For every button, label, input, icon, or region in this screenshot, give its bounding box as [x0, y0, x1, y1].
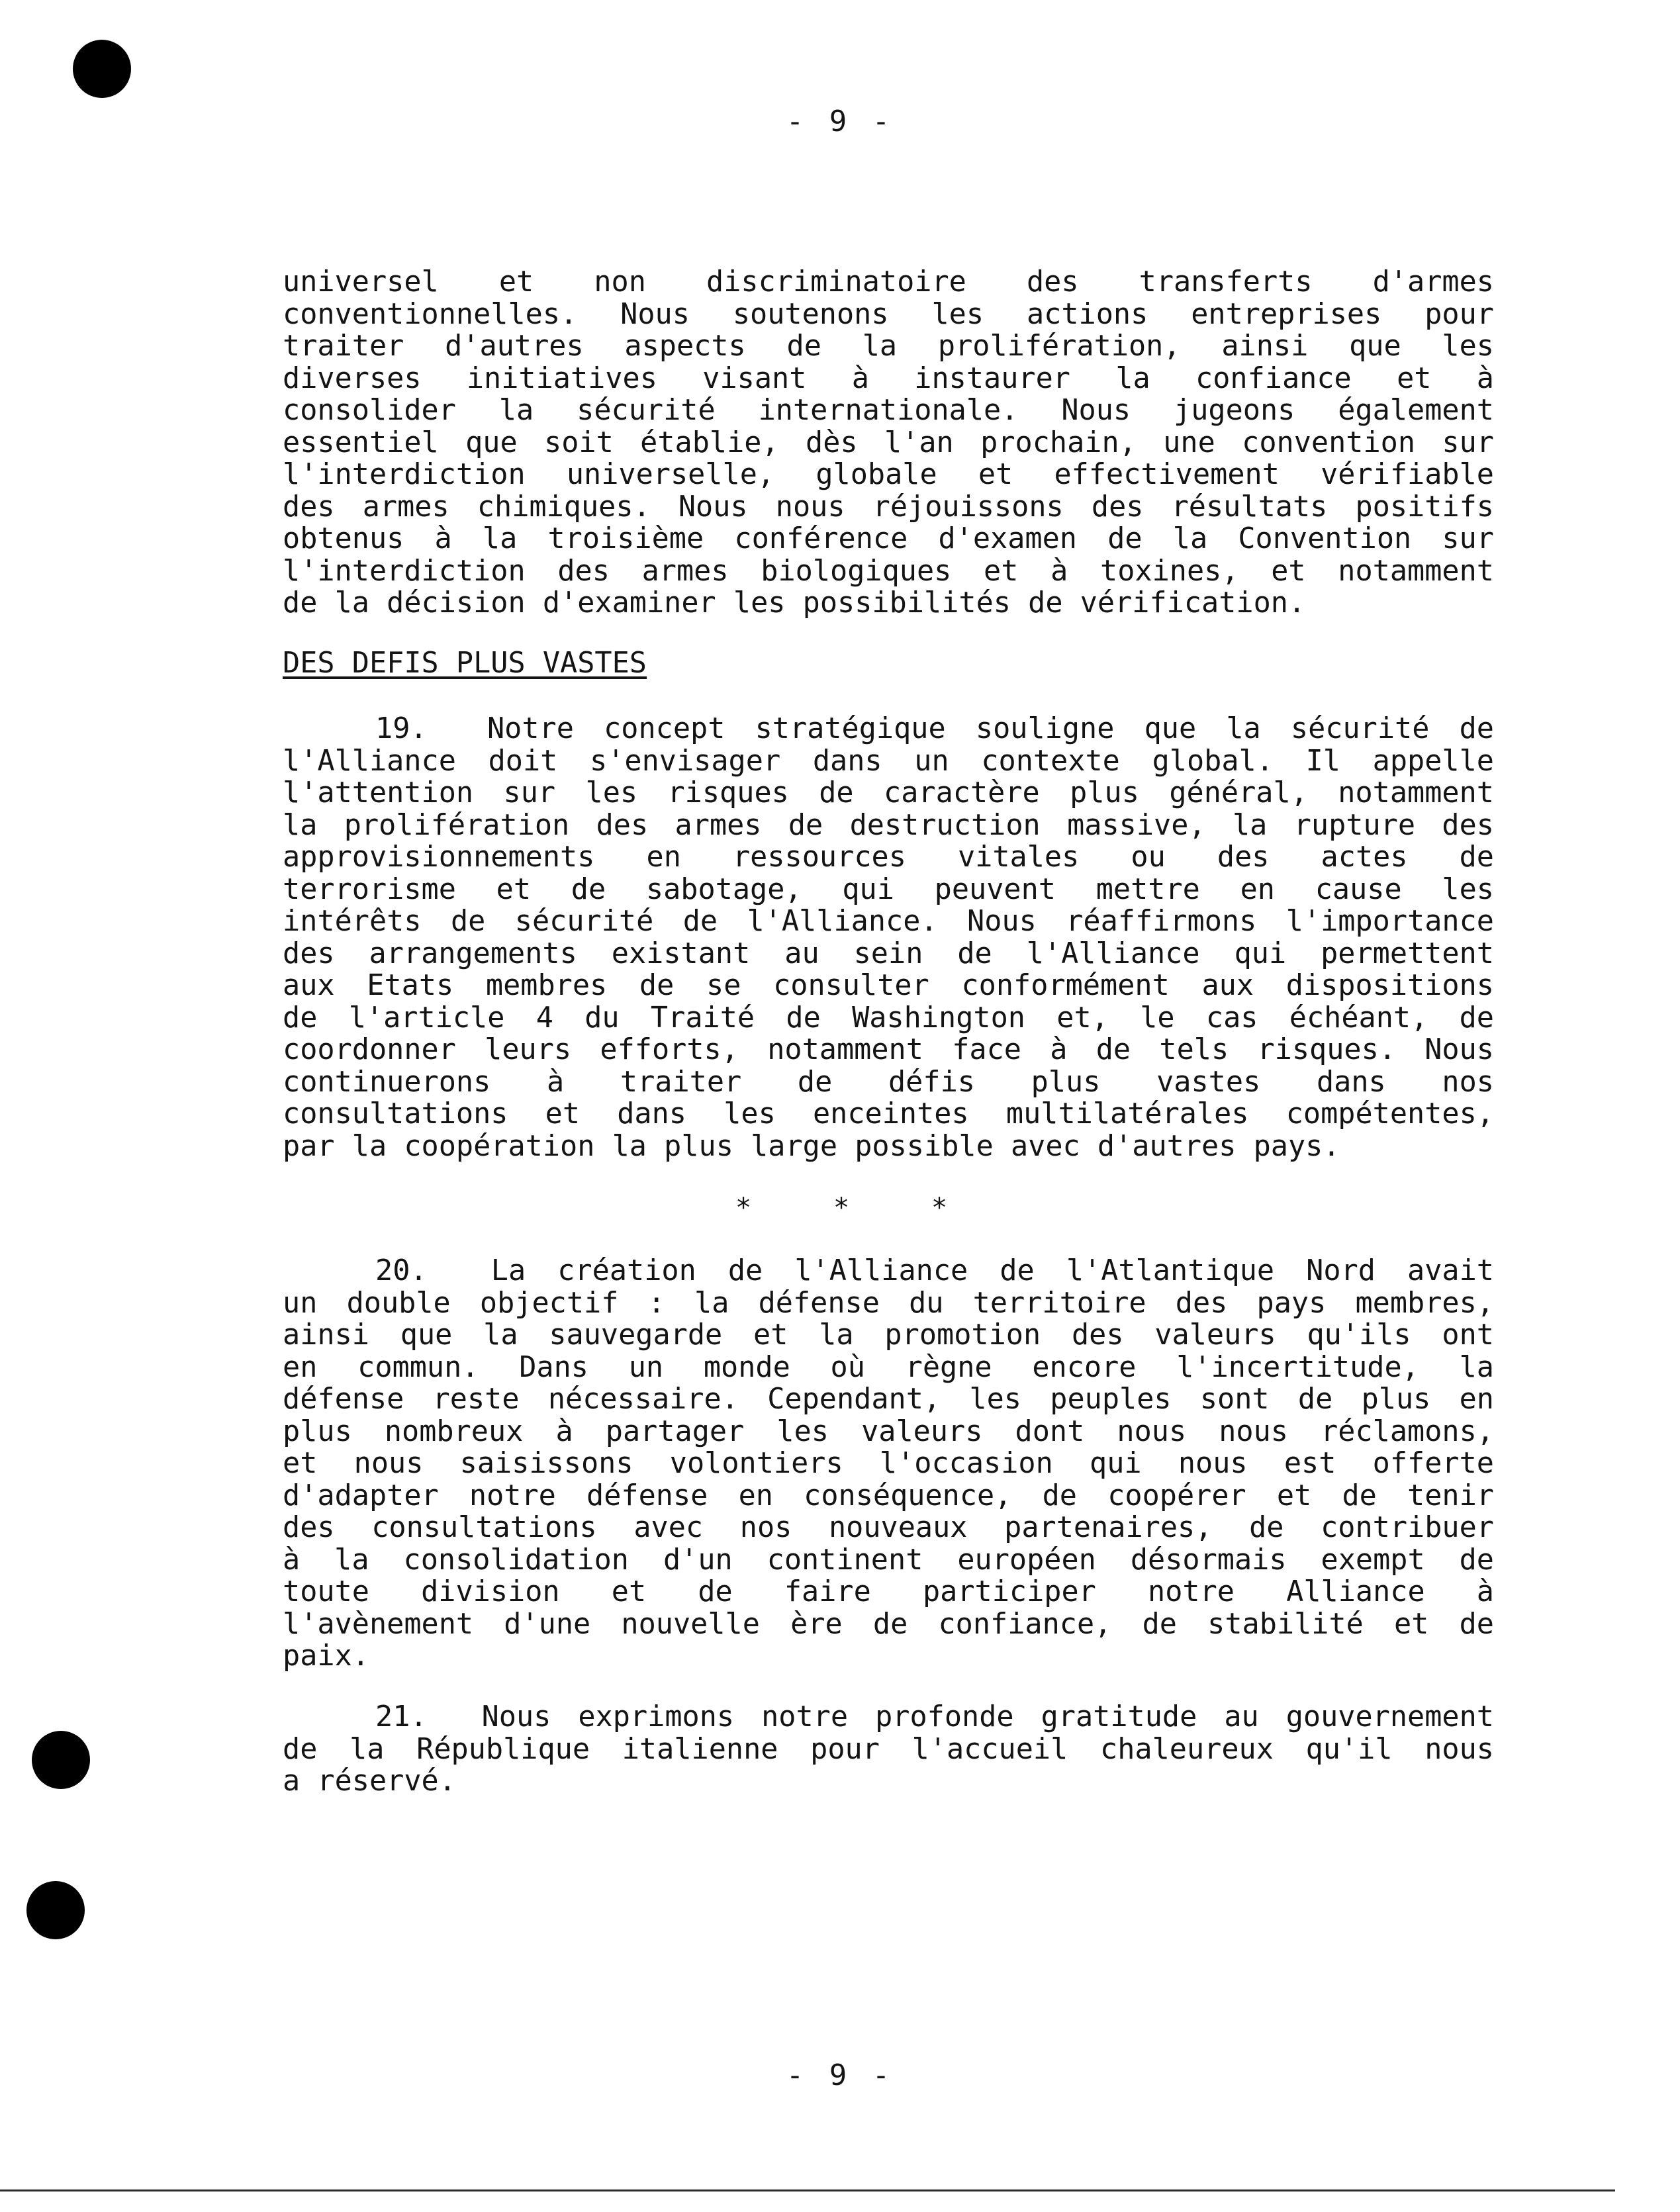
text-line: d'adapter notre défense en conséquence, de coopérer et de tenir [283, 1479, 1494, 1512]
text-line: a réservé. [283, 1765, 456, 1798]
separator-asterisk: * [833, 1193, 850, 1223]
text-line: l'avènement d'une nouvelle ère de confiance, de stabilité et de [283, 1607, 1494, 1641]
text-line: de l'article 4 du Traité de Washington et, le cas échéant, de [283, 1001, 1494, 1035]
text-line: à la consolidation d'un continent européen désormais exempt de [283, 1543, 1494, 1577]
section-heading: DES DEFIS PLUS VASTES [283, 647, 647, 680]
text-line: diverses initiatives visant à instaurer la confiance et à [283, 361, 1494, 395]
text-line: des consultations avec nos nouveaux partenaires, de contribuer [283, 1511, 1494, 1544]
text-line: la prolifération des armes de destruction massive, la rupture des [283, 808, 1494, 842]
text-line: un double objectif : la défense du territoire des pays membres, [283, 1286, 1494, 1320]
paragraph-19 [283, 713, 1494, 1162]
page-number-bottom: - 9 - [786, 2058, 894, 2092]
text-line: essentiel que soit établie, dès l'an prochain, une convention sur [283, 426, 1494, 459]
text-line: de la République italienne pour l'accueil chaleureux qu'il nous [283, 1732, 1494, 1766]
text-line: l'interdiction universelle, globale et effectivement vérifiable [283, 458, 1494, 491]
text-line: 19. Notre concept stratégique souligne que la sécurité de [375, 712, 1494, 745]
bottom-rule [0, 2189, 1615, 2191]
text-line: l'attention sur les risques de caractère plus général, notamment [283, 776, 1494, 809]
text-line: consolider la sécurité internationale. Nous jugeons également [283, 394, 1494, 427]
text-line: en commun. Dans un monde où règne encore l'incertitude, la [283, 1350, 1494, 1384]
text-line: défense reste nécessaire. Cependant, les peuples sont de plus en [283, 1383, 1494, 1416]
text-line: plus nombreux à partager les valeurs dont nous nous réclamons, [283, 1414, 1494, 1448]
text-line: et nous saisissons volontiers l'occasion qui nous est offerte [283, 1447, 1494, 1480]
text-line: par la coopération la plus large possible avec d'autres pays. [283, 1129, 1340, 1163]
text-line: consultations et dans les enceintes multilatérales compétentes, [283, 1097, 1494, 1130]
text-line: approvisionnements en ressources vitales ou des actes de [283, 841, 1494, 874]
paragraph-21 [283, 1701, 1494, 1798]
text-line: universel et non discriminatoire des transferts d'armes [283, 265, 1494, 299]
text-line: paix. [283, 1639, 369, 1673]
text-line: toute division et de faire participer notre Alliance à [283, 1575, 1494, 1608]
text-line: ainsi que la sauvegarde et la promotion des valeurs qu'ils ont [283, 1318, 1494, 1352]
text-line: 20. La création de l'Alliance de l'Atlantique Nord avait [375, 1254, 1494, 1287]
text-line: intérêts de sécurité de l'Alliance. Nous réaffirmons l'importance [283, 905, 1494, 938]
text-line: coordonner leurs efforts, notamment face à de tels risques. Nous [283, 1033, 1494, 1066]
text-line: conventionnelles. Nous soutenons les actions entreprises pour [283, 297, 1494, 331]
page-number-top: - 9 - [786, 105, 894, 138]
text-line: terrorisme et de sabotage, qui peuvent mettre en cause les [283, 872, 1494, 906]
text-line: 21. Nous exprimons notre profonde gratitude au gouvernement [375, 1700, 1494, 1733]
text-line: l'interdiction des armes biologiques et à toxines, et notamment [283, 554, 1494, 588]
separator-asterisks [0, 1193, 1680, 1223]
text-line: traiter d'autres aspects de la prolifération, ainsi que les [283, 330, 1494, 363]
separator-asterisk: * [735, 1193, 752, 1223]
text-line: l'Alliance doit s'envisager dans un contexte global. Il appelle [283, 744, 1494, 778]
punch-hole [73, 40, 131, 98]
text-line: des armes chimiques. Nous nous réjouissons des résultats positifs [283, 490, 1494, 524]
text-line: aux Etats membres de se consulter conformément aux dispositions [283, 969, 1494, 1002]
separator-asterisk: * [931, 1193, 948, 1223]
punch-hole [26, 1881, 85, 1939]
paragraph-continued [283, 266, 1494, 620]
punch-hole [32, 1731, 90, 1789]
paragraph-20 [283, 1255, 1494, 1673]
text-line: continuerons à traiter de défis plus vastes dans nos [283, 1065, 1494, 1099]
text-line: obtenus à la troisième conférence d'examen de la Convention sur [283, 522, 1494, 555]
text-line: des arrangements existant au sein de l'Alliance qui permettent [283, 937, 1494, 970]
text-line: de la décision d'examiner les possibilités de vérification. [283, 586, 1306, 620]
